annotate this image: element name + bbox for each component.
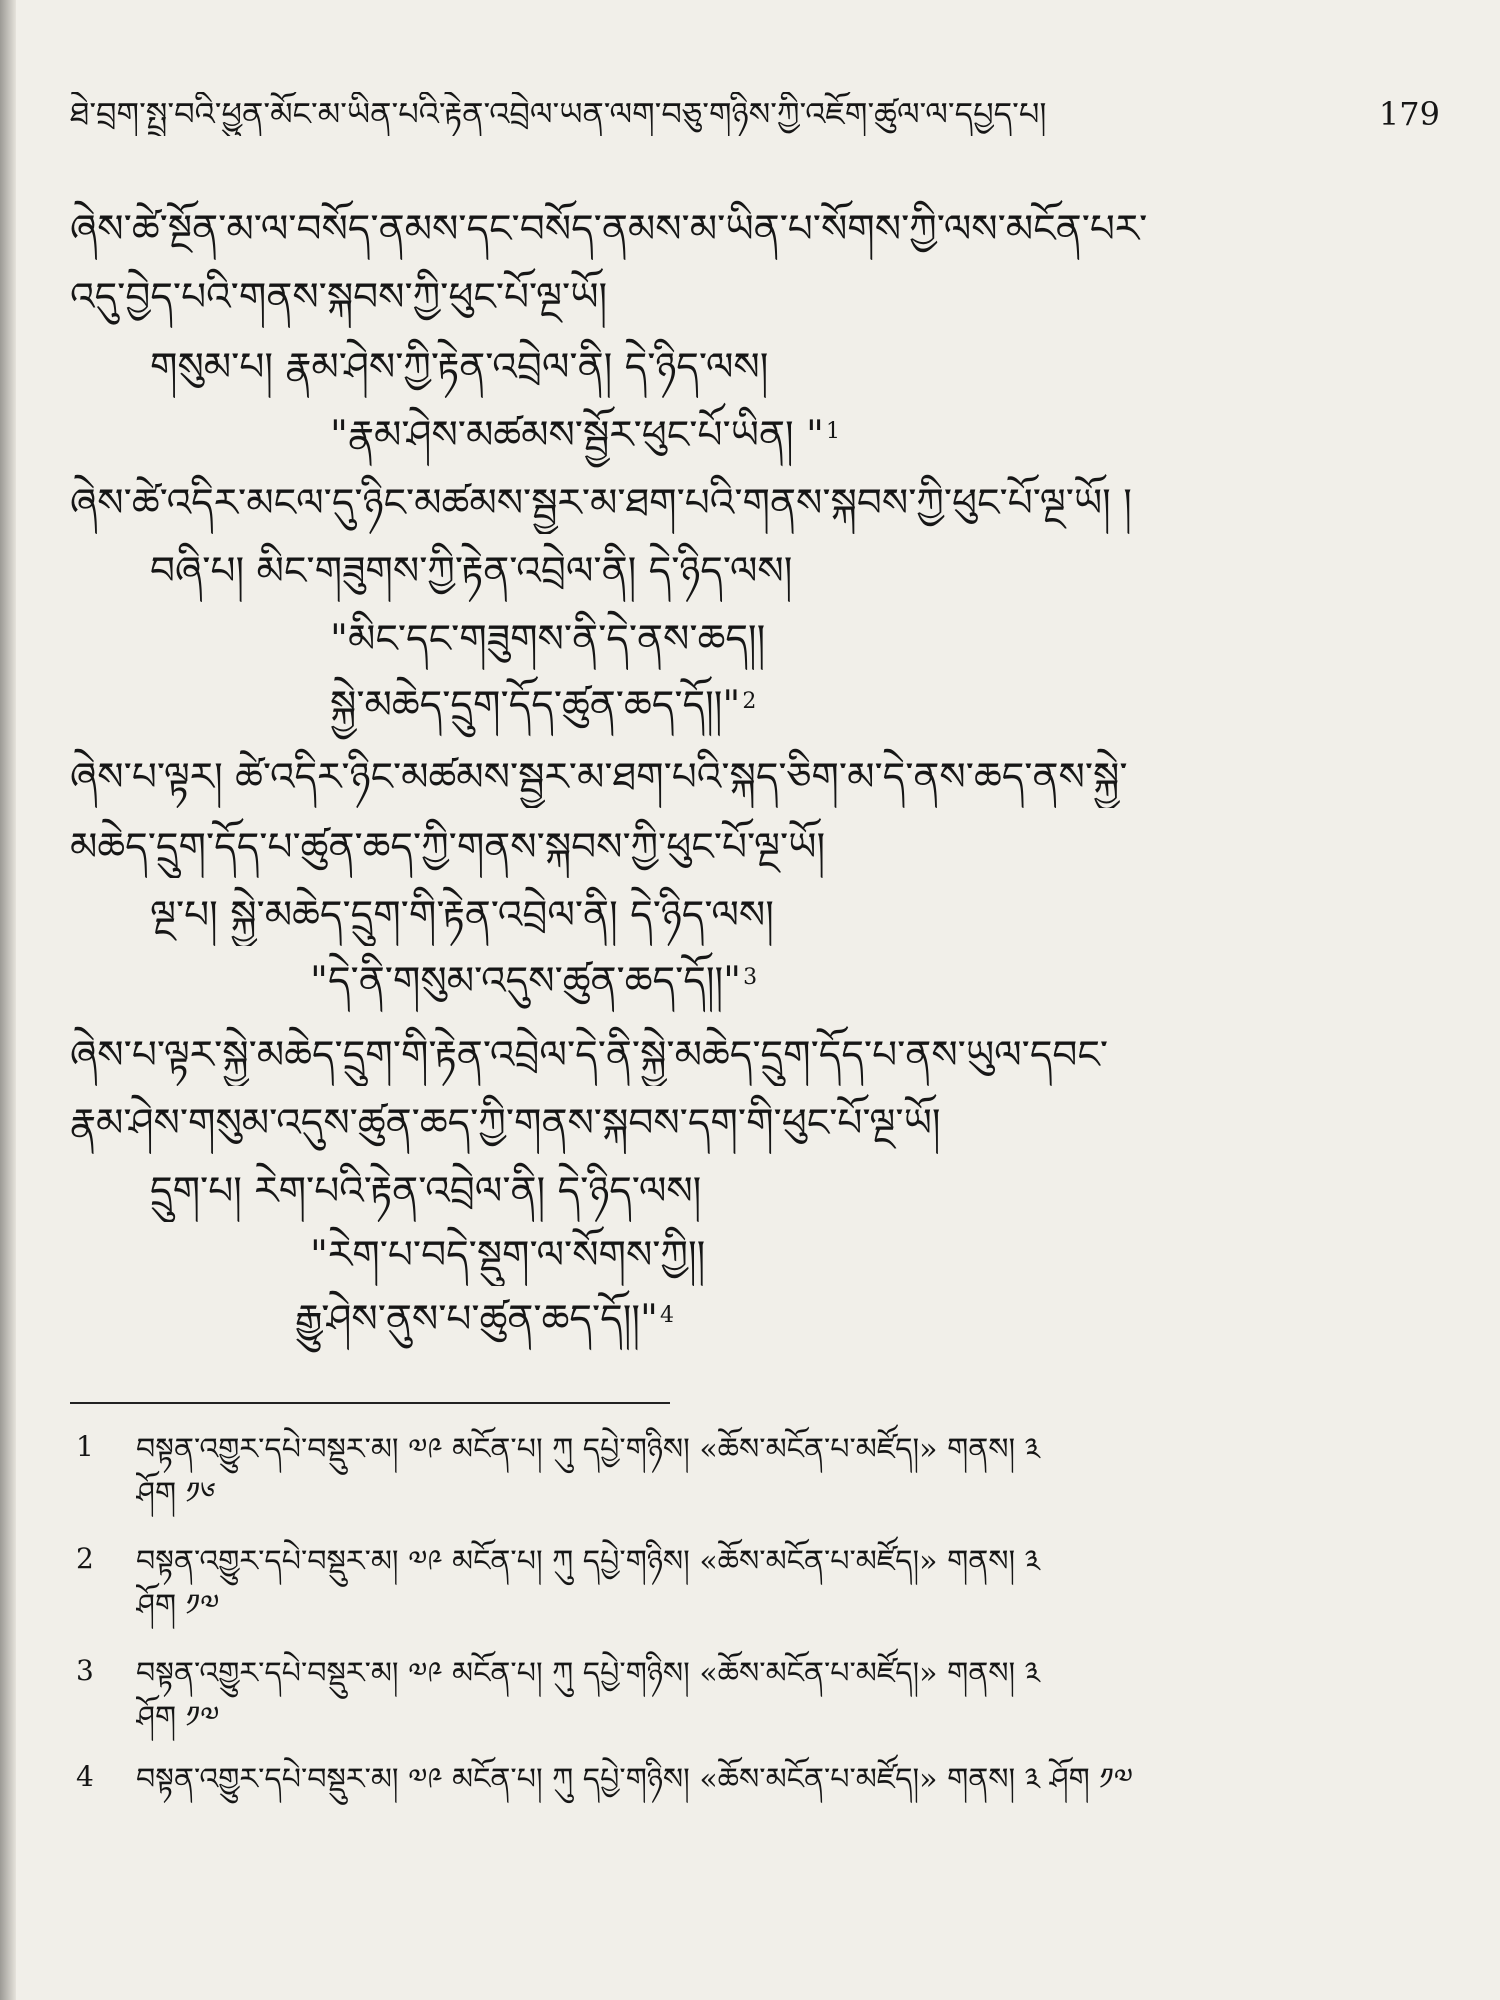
body-line: རྣམ་ཤེས་གསུམ་འདུས་ཚུན་ཆད་ཀྱི་གནས་སྐབས་དག་གི་ཕུང་པོ་ལྔ་ཡོ། <box>70 1101 941 1146</box>
page-gutter-shadow <box>0 0 16 2000</box>
footnote-text-continued: ཤོག ༡༦ <box>136 1476 216 1511</box>
footnote-number: 4 <box>76 1760 94 1793</box>
footnote-separator <box>70 1402 670 1404</box>
verse-line: "མིང་དང་གཟུགས་ནི་དེ་ནས་ཆད།། <box>330 617 766 662</box>
footnote-ref: 4 <box>659 1302 674 1328</box>
footnote-4 <box>70 1754 1440 1814</box>
body-line: ཞེས་པ་ལྟར་སྐྱེ་མཆེད་དྲུག་གི་རྟེན་འབྲེལ་དེ་ནི་སྐྱེ་མཆེད་དྲུག་དོད་པ་ནས་ཡུལ་དབང་ <box>70 1033 1109 1078</box>
page-header <box>70 92 1440 152</box>
footnote-3 <box>70 1648 1440 1748</box>
footnote-number: 1 <box>76 1430 94 1463</box>
footnote-ref: 1 <box>825 418 840 444</box>
body-line: ཞེས་ཚེ་འདིར་མངལ་དུ་ཉིང་མཚམས་སྦྱར་མ་ཐག་པའི་གནས་སྐབས་ཀྱི་ཕུང་པོ་ལྔ་ཡོ། ། <box>70 481 1132 526</box>
verse-text: "རྣམ་ཤེས་མཚམས་སྦྱོར་ཕུང་པོ་ཡིན། " <box>330 413 824 458</box>
verse-quote <box>330 406 840 466</box>
verse-quote <box>310 952 757 1012</box>
section-heading-line: དྲུག་པ། རེག་པའི་རྟེན་འབྲེལ་ནི། དེ་ཉིད་ལས། <box>150 1169 702 1214</box>
verse-line: "རེག་པ་བདེ་སྡུག་ལ་སོགས་ཀྱི།། <box>310 1233 706 1278</box>
verse-text: སྐྱེ་མཆེད་དྲུག་དོད་ཚུན་ཆད་དོ།།" <box>330 683 741 728</box>
footnote-text: བསྟན་འགྱུར་དཔེ་བསྡུར་མ། ༧༩ མངོན་པ། ཀུ དཔྱེ་གཉིས། «ཆོས་མངོན་པ་མཛོད།» གནས། ༣ <box>136 1432 1041 1467</box>
footnote-number: 3 <box>76 1654 94 1687</box>
page-number: 179 <box>1378 95 1440 133</box>
footnote-text-continued: ཤོག ༡༧ <box>136 1700 220 1735</box>
footnote-number: 2 <box>76 1542 94 1575</box>
verse-text: རྒྱུ་ཤེས་ནུས་པ་ཚུན་ཆད་དོ།།" <box>295 1297 658 1342</box>
footnote-text-continued: ཤོག ༡༧ <box>136 1588 220 1623</box>
footnote-1 <box>70 1424 1440 1524</box>
body-line: ཞེས་ཚེ་སྔོན་མ་ལ་བསོད་ནམས་དང་བསོད་ནམས་མ་ཡིན་པ་སོགས་ཀྱི་ལས་མངོན་པར་ <box>70 207 1148 252</box>
verse-quote <box>330 676 756 736</box>
footnote-2 <box>70 1536 1440 1636</box>
section-heading-line: གསུམ་པ། རྣམ་ཤེས་ཀྱི་རྟེན་འབྲེལ་ནི། དེ་ཉིད་ལས། <box>150 345 769 390</box>
footnote-ref: 3 <box>743 964 758 990</box>
footnote-text: བསྟན་འགྱུར་དཔེ་བསྡུར་མ། ༧༩ མངོན་པ། ཀུ དཔྱེ་གཉིས། «ཆོས་མངོན་པ་མཛོད།» གནས། ༣ <box>136 1656 1041 1691</box>
body-line: འདུ་བྱེད་པའི་གནས་སྐབས་ཀྱི་ཕུང་པོ་ལྔ་ཡོ། <box>70 275 608 320</box>
footnote-text: བསྟན་འགྱུར་དཔེ་བསྡུར་མ། ༧༩ མངོན་པ། ཀུ དཔྱེ་གཉིས། «ཆོས་མངོན་པ་མཛོད།» གནས། ༣ <box>136 1544 1041 1579</box>
footnote-text: བསྟན་འགྱུར་དཔེ་བསྡུར་མ། ༧༩ མངོན་པ། ཀུ དཔྱེ་གཉིས། «ཆོས་མངོན་པ་མཛོད།» གནས། ༣ ཤོག ༡༧ <box>136 1762 1134 1797</box>
running-title: ཐེ་བྲག་སྤྲ་བའི་ཕྱུན་མོང་མ་ཡིན་པའི་རྟེན་འབྲེལ་ཡན་ལག་བཅུ་གཉིས་ཀྱི་འཇོག་ཚུལ་ལ་དཔྱད་པ། <box>70 95 1047 133</box>
body-line: མཆེད་དྲུག་དོད་པ་ཚུན་ཆད་ཀྱི་གནས་སྐབས་ཀྱི་ཕུང་པོ་ལྔ་ཡོ། <box>70 825 826 870</box>
body-line: ཞེས་པ་ལྟར། ཚེ་འདིར་ཉིང་མཚམས་སྦྱར་མ་ཐག་པའི་སྐད་ཅིག་མ་དེ་ནས་ཆད་ནས་སྐྱེ་ <box>70 755 1128 800</box>
verse-quote <box>295 1290 674 1350</box>
section-heading-line: བཞི་པ། མིང་གཟུགས་ཀྱི་རྟེན་འབྲེལ་ནི། དེ་ཉིད་ལས། <box>150 549 793 594</box>
footnote-ref: 2 <box>742 688 757 714</box>
verse-text: "དེ་ནི་གསུམ་འདུས་ཚུན་ཆད་དོ།།" <box>310 959 742 1004</box>
section-heading-line: ལྔ་པ། སྐྱེ་མཆེད་དྲུག་གི་རྟེན་འབྲེལ་ནི། དེ་ཉིད་ལས། <box>150 893 774 938</box>
